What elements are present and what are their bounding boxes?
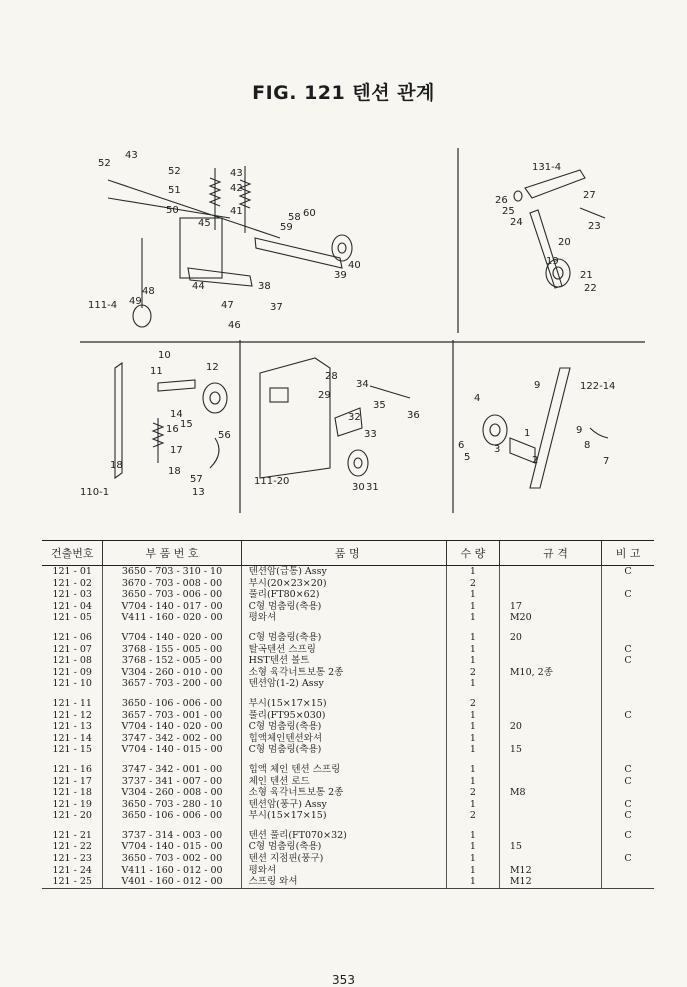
ref-no-cell: 121 - 24 — [52, 864, 92, 876]
parts-table — [42, 540, 654, 889]
callout-9: 9 — [534, 380, 541, 391]
remarks-cell: C — [602, 589, 654, 601]
spec-cell: M20 — [499, 612, 601, 624]
callout-18: 18 — [168, 466, 181, 477]
callout-1: 1 — [524, 428, 531, 439]
ref-no-cell: 121 - 12 — [52, 709, 92, 721]
callout-4: 4 — [474, 393, 481, 404]
part-no-cell: V411 - 160 - 012 - 00 — [103, 865, 241, 877]
ref-no-cell: 121 - 15 — [52, 744, 92, 756]
quantity-cell: 1 — [447, 601, 500, 613]
spacer-cell — [42, 624, 103, 632]
part-name-cell: 풀리(FT80×62) — [241, 589, 446, 601]
part-name-cell: HST텐션 볼트 — [241, 655, 446, 667]
spacer-cell — [447, 690, 500, 698]
spec-cell: 20 — [499, 721, 601, 733]
remarks-cell — [602, 612, 654, 624]
callout-22: 22 — [584, 283, 597, 294]
table-row — [42, 632, 654, 644]
ref-no-cell: 121 - 16 — [52, 763, 92, 775]
group-spacer — [42, 822, 654, 830]
callout-56: 56 — [218, 430, 231, 441]
spec-cell — [499, 764, 601, 776]
table-row — [42, 876, 654, 888]
group-spacer — [42, 624, 654, 632]
part-name-cell: 힙액 체인 텐션 스프링 — [241, 764, 446, 776]
remarks-cell — [602, 787, 654, 799]
ref-no-cell: 121 - 25 — [42, 876, 103, 888]
callout-111-20: 111-20 — [254, 476, 290, 487]
spacer-cell — [602, 756, 654, 764]
callout-8: 8 — [584, 440, 591, 451]
ref-no-cell: 121 - 13 — [52, 721, 92, 733]
part-no-cell: 3650 - 106 - 006 - 00 — [103, 698, 241, 710]
part-no-cell: 3747 - 342 - 002 - 00 — [103, 733, 241, 745]
header-ref-no: 건출번호 — [42, 541, 103, 566]
spacer-cell — [602, 822, 654, 830]
table-row — [42, 799, 654, 811]
callout-32: 32 — [348, 412, 361, 423]
remarks-cell — [602, 876, 654, 888]
part-name-cell: C형 멈춤링(축용) — [241, 721, 446, 733]
ref-no-cell: 121 - 02 — [52, 577, 92, 589]
quantity-cell: 1 — [447, 655, 500, 667]
quantity-cell: 1 — [447, 776, 500, 788]
part-name-cell: 평와셔 — [241, 612, 446, 624]
callout-6: 6 — [458, 440, 465, 451]
callout-122-14: 122-14 — [580, 381, 616, 392]
callout-110-1: 110-1 — [80, 487, 110, 498]
spec-cell: 20 — [499, 632, 601, 644]
callout-50: 50 — [166, 205, 179, 216]
ref-no-cell: 121 - 10 — [52, 678, 92, 690]
remarks-cell: C — [602, 853, 654, 865]
spec-cell: M10, 2종 — [499, 667, 601, 679]
table-row — [42, 865, 654, 877]
callout-26: 26 — [495, 195, 508, 206]
callout-39: 39 — [334, 270, 347, 281]
ref-no-cell: 121 - 03 — [52, 589, 92, 601]
part-no-cell: V704 - 140 - 020 - 00 — [103, 721, 241, 733]
callout-9: 9 — [576, 425, 583, 436]
remarks-cell — [602, 578, 654, 590]
callout-52: 52 — [98, 158, 111, 169]
quantity-cell: 2 — [447, 578, 500, 590]
quantity-cell: 1 — [447, 678, 500, 690]
ref-no-cell: 121 - 07 — [52, 643, 92, 655]
spacer-cell — [602, 690, 654, 698]
part-no-cell: 3737 - 341 - 007 - 00 — [103, 776, 241, 788]
callout-5: 5 — [464, 452, 471, 463]
header-remarks: 비 고 — [602, 541, 654, 566]
ref-no-cell: 121 - 04 — [52, 600, 92, 612]
callout-38: 38 — [258, 281, 271, 292]
part-no-cell: V411 - 160 - 020 - 00 — [103, 612, 241, 624]
spacer-cell — [499, 690, 601, 698]
part-name-cell: 부시(20×23×20) — [241, 578, 446, 590]
spacer-cell — [103, 822, 241, 830]
part-name-cell: 텐션암(풍구) Assy — [241, 799, 446, 811]
part-name-cell: 텐션 풀리(FT070×32) — [241, 830, 446, 842]
spacer-cell — [241, 822, 446, 830]
callout-30: 30 — [352, 482, 365, 493]
part-name-cell: 부시(15×17×15) — [241, 698, 446, 710]
callout-20: 20 — [558, 237, 571, 248]
remarks-cell: C — [602, 644, 654, 656]
part-name-cell: 스프링 와셔 — [241, 876, 446, 888]
spec-cell — [499, 678, 601, 690]
callout-36: 36 — [407, 410, 420, 421]
callout-40: 40 — [348, 260, 361, 271]
part-no-cell: 3768 - 155 - 005 - 00 — [103, 644, 241, 656]
spec-cell — [499, 710, 601, 722]
part-no-cell: 3650 - 703 - 310 - 10 — [103, 566, 241, 578]
part-no-cell: V304 - 260 - 008 - 00 — [103, 787, 241, 799]
part-no-cell: 3747 - 342 - 001 - 00 — [103, 764, 241, 776]
spec-cell — [499, 566, 601, 578]
spacer-cell — [103, 756, 241, 764]
spec-cell — [499, 578, 601, 590]
spacer-cell — [241, 756, 446, 764]
ref-no-cell: 121 - 19 — [52, 798, 92, 810]
part-name-cell: 힙액체인텐션와셔 — [241, 733, 446, 745]
spec-cell — [499, 589, 601, 601]
callout-34: 34 — [356, 379, 369, 390]
callout-12: 12 — [206, 362, 219, 373]
remarks-cell: C — [602, 566, 654, 578]
callout-10: 10 — [158, 350, 171, 361]
remarks-cell: C — [602, 776, 654, 788]
part-name-cell: C형 멈춤링(축용) — [241, 632, 446, 644]
callout-59: 59 — [280, 222, 293, 233]
callout-16: 16 — [166, 424, 179, 435]
callout-29: 29 — [318, 390, 331, 401]
quantity-cell: 1 — [447, 733, 500, 745]
quantity-cell: 2 — [447, 810, 500, 822]
remarks-cell: C — [602, 799, 654, 811]
remarks-cell — [602, 601, 654, 613]
table-row — [42, 841, 654, 853]
callout-60: 60 — [303, 208, 316, 219]
remarks-cell: C — [602, 710, 654, 722]
spec-cell — [499, 698, 601, 710]
header-part-no: 부 품 번 호 — [103, 541, 241, 566]
callout-42: 42 — [230, 183, 243, 194]
spec-cell: M12 — [499, 876, 601, 888]
ref-no-cell: 121 - 23 — [52, 853, 92, 865]
quantity-cell: 1 — [447, 865, 500, 877]
callout-7: 7 — [603, 456, 610, 467]
callout-23: 23 — [588, 221, 601, 232]
callout-44: 44 — [192, 281, 205, 292]
part-no-cell: 3650 - 703 - 280 - 10 — [103, 799, 241, 811]
quantity-cell: 2 — [447, 787, 500, 799]
spacer-cell — [241, 624, 446, 632]
table-row — [42, 566, 654, 578]
callout-48: 48 — [142, 286, 155, 297]
table-row — [42, 612, 654, 624]
ref-no-cell: 121 - 11 — [52, 697, 92, 709]
table-row — [42, 710, 654, 722]
remarks-cell — [602, 667, 654, 679]
quantity-cell: 1 — [447, 612, 500, 624]
ref-no-cell: 121 - 01 — [52, 566, 92, 577]
spacer-cell — [42, 690, 103, 698]
part-name-cell: 탈곡텐션 스프링 — [241, 644, 446, 656]
callout-25: 25 — [502, 206, 515, 217]
part-no-cell: V704 - 140 - 015 - 00 — [103, 744, 241, 756]
table-row — [42, 698, 654, 710]
table-header-row — [42, 541, 654, 566]
table-row — [42, 776, 654, 788]
part-no-cell: V401 - 160 - 012 - 00 — [103, 876, 241, 888]
callout-57: 57 — [190, 474, 203, 485]
part-name-cell: 소형 육각너트보통 2종 — [241, 787, 446, 799]
spec-cell — [499, 799, 601, 811]
quantity-cell: 2 — [447, 667, 500, 679]
part-no-cell: 3768 - 152 - 005 - 00 — [103, 655, 241, 667]
part-no-cell: 3657 - 703 - 001 - 00 — [103, 710, 241, 722]
part-name-cell: 텐션암(1-2) Assy — [241, 678, 446, 690]
spacer-cell — [447, 822, 500, 830]
spacer-cell — [602, 624, 654, 632]
quantity-cell: 1 — [447, 830, 500, 842]
quantity-cell: 1 — [447, 721, 500, 733]
ref-no-cell: 121 - 22 — [52, 841, 92, 853]
group-spacer — [42, 690, 654, 698]
remarks-cell — [602, 698, 654, 710]
callout-24: 24 — [510, 217, 523, 228]
spacer-cell — [499, 822, 601, 830]
part-name-cell: 소형 육각너트보통 2종 — [241, 667, 446, 679]
group-spacer — [42, 756, 654, 764]
table-row — [42, 744, 654, 756]
part-name-cell: C형 멈춤링(축용) — [241, 841, 446, 853]
part-no-cell: 3737 - 314 - 003 - 00 — [103, 830, 241, 842]
remarks-cell — [602, 721, 654, 733]
table-row — [42, 667, 654, 679]
spec-cell: 17 — [499, 601, 601, 613]
callout-28: 28 — [325, 371, 338, 382]
part-name-cell: 체인 텐션 로드 — [241, 776, 446, 788]
part-name-cell: 부시(15×17×15) — [241, 810, 446, 822]
spacer-cell — [103, 690, 241, 698]
table-row — [42, 601, 654, 613]
part-no-cell: 3650 - 106 - 006 - 00 — [103, 810, 241, 822]
part-name-cell: C형 멈춤링(축용) — [241, 744, 446, 756]
part-no-cell: V704 - 140 - 017 - 00 — [103, 601, 241, 613]
remarks-cell: C — [602, 810, 654, 822]
callout-51: 51 — [168, 185, 181, 196]
page-title: FIG. 121 텐션 관계 — [252, 82, 435, 104]
spec-cell — [499, 810, 601, 822]
callout-27: 27 — [583, 190, 596, 201]
remarks-cell — [602, 744, 654, 756]
ref-no-cell: 121 - 08 — [52, 655, 92, 667]
spacer-cell — [447, 756, 500, 764]
ref-no-cell: 121 - 09 — [52, 666, 92, 678]
table-row — [42, 853, 654, 865]
callout-18: 18 — [110, 460, 123, 471]
part-no-cell: 3670 - 703 - 008 - 00 — [103, 578, 241, 590]
callout-47: 47 — [221, 300, 234, 311]
callout-31: 31 — [366, 482, 379, 493]
callout-45: 45 — [198, 218, 211, 229]
remarks-cell: C — [602, 764, 654, 776]
ref-no-cell: 121 - 06 — [52, 631, 92, 643]
quantity-cell: 1 — [447, 744, 500, 756]
spacer-cell — [241, 690, 446, 698]
callout-11: 11 — [150, 366, 163, 377]
spacer-cell — [103, 624, 241, 632]
table-row — [42, 678, 654, 690]
remarks-cell: C — [602, 655, 654, 667]
spec-cell: M12 — [499, 865, 601, 877]
header-quantity: 수 량 — [447, 541, 500, 566]
header-spec: 규 격 — [499, 541, 601, 566]
spec-cell — [499, 776, 601, 788]
spacer-cell — [447, 624, 500, 632]
table-row — [42, 655, 654, 667]
part-name-cell: 평와셔 — [241, 865, 446, 877]
part-name-cell: 풀리(FT95×030) — [241, 710, 446, 722]
spec-cell — [499, 655, 601, 667]
page-number: 353 — [332, 973, 355, 987]
part-name-cell: 텐션 지점핀(풍구) — [241, 853, 446, 865]
spacer-cell — [499, 624, 601, 632]
table-row — [42, 721, 654, 733]
spec-cell — [499, 853, 601, 865]
part-no-cell: V304 - 260 - 010 - 00 — [103, 667, 241, 679]
ref-no-cell: 121 - 18 — [52, 787, 92, 799]
spec-cell — [499, 733, 601, 745]
quantity-cell: 2 — [447, 698, 500, 710]
table-row — [42, 787, 654, 799]
callout-13: 13 — [192, 487, 205, 498]
table-row — [42, 644, 654, 656]
callout-111-4: 111-4 — [88, 300, 118, 311]
part-name-cell: C형 멈춤링(축용) — [241, 601, 446, 613]
callout-46: 46 — [228, 320, 241, 331]
quantity-cell: 1 — [447, 710, 500, 722]
spacer-cell — [42, 756, 103, 764]
spec-cell: M8 — [499, 787, 601, 799]
callout-43: 43 — [230, 168, 243, 179]
callout-131-4: 131-4 — [532, 162, 562, 173]
remarks-cell — [602, 632, 654, 644]
part-no-cell: 3650 - 703 - 002 - 00 — [103, 853, 241, 865]
remarks-cell — [602, 865, 654, 877]
callout-58: 58 — [288, 212, 301, 223]
callout-15: 15 — [180, 419, 193, 430]
quantity-cell: 1 — [447, 841, 500, 853]
part-no-cell: V704 - 140 - 015 - 00 — [103, 841, 241, 853]
parts-table-body — [42, 566, 654, 889]
table-row — [42, 764, 654, 776]
part-name-cell: 텐션암(급통) Assy — [241, 566, 446, 578]
remarks-cell — [602, 678, 654, 690]
callout-49: 49 — [129, 296, 142, 307]
callout-41: 41 — [230, 206, 243, 217]
spec-cell: 15 — [499, 744, 601, 756]
table-row — [42, 733, 654, 745]
quantity-cell: 1 — [447, 589, 500, 601]
callout-21: 21 — [580, 270, 593, 281]
part-no-cell: 3650 - 703 - 006 - 00 — [103, 589, 241, 601]
part-no-cell: 3657 - 703 - 200 - 00 — [103, 678, 241, 690]
callout-52: 52 — [168, 166, 181, 177]
callout-3: 3 — [494, 444, 501, 455]
ref-no-cell: 121 - 05 — [52, 612, 92, 624]
quantity-cell: 1 — [447, 876, 500, 888]
ref-no-cell: 121 - 14 — [52, 732, 92, 744]
quantity-cell: 1 — [447, 644, 500, 656]
quantity-cell: 1 — [447, 853, 500, 865]
callout-35: 35 — [373, 400, 386, 411]
callout-14: 14 — [170, 409, 183, 420]
table-row — [42, 810, 654, 822]
table-row — [42, 589, 654, 601]
callout-33: 33 — [364, 429, 377, 440]
callout-37: 37 — [270, 302, 283, 313]
callout-2: 2 — [532, 455, 539, 466]
spec-cell: 15 — [499, 841, 601, 853]
remarks-cell: C — [602, 830, 654, 842]
spec-cell — [499, 644, 601, 656]
remarks-cell — [602, 733, 654, 745]
table-row — [42, 578, 654, 590]
ref-no-cell: 121 - 17 — [52, 775, 92, 787]
quantity-cell: 1 — [447, 764, 500, 776]
spec-cell — [499, 830, 601, 842]
callout-43: 43 — [125, 150, 138, 161]
header-part-name: 품 명 — [241, 541, 446, 566]
quantity-cell: 1 — [447, 799, 500, 811]
quantity-cell: 1 — [447, 566, 500, 578]
callout-19: 19 — [546, 256, 559, 267]
spacer-cell — [499, 756, 601, 764]
callout-17: 17 — [170, 445, 183, 456]
part-no-cell: V704 - 140 - 020 - 00 — [103, 632, 241, 644]
spacer-cell — [42, 822, 103, 830]
quantity-cell: 1 — [447, 632, 500, 644]
table-row — [42, 830, 654, 842]
ref-no-cell: 121 - 21 — [52, 829, 92, 841]
ref-no-cell: 121 - 20 — [52, 810, 92, 822]
remarks-cell — [602, 841, 654, 853]
